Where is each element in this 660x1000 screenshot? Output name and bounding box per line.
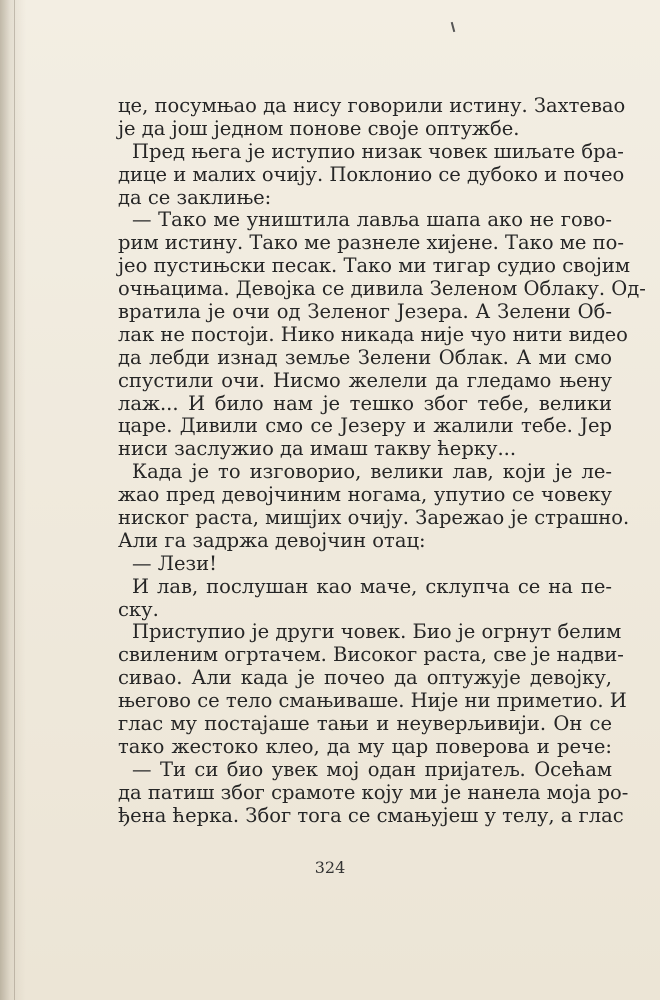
text-line: свиленим огртачем. Високог раста, све је надви- <box>118 643 624 667</box>
text-line: Пред њега је иступио низак човек шиљате бра- <box>132 139 624 163</box>
text-line: це, посумњао да нису говорили истину. Захтевао <box>118 94 626 117</box>
text-line: рим истину. Тако ме разнеле хијене. Тако ме по- <box>118 231 624 255</box>
text-line: ђена ћерка. Због тога се смањујеш у телу, а глас <box>118 803 624 827</box>
text-line: дице и малих очију. Поклонио се дубоко и почео <box>118 162 625 186</box>
text-line: царе. Дивили смо се Језеру и жалили тебе. Јер <box>118 414 612 438</box>
text-line: тако жестоко клео, да му цар поверова и рече: <box>118 734 612 758</box>
text-line: лак не постоји. Нико никада није чуо нити видео <box>118 322 628 346</box>
text-line: очњацима. Девојка се дивила Зеленом Облаку. Од- <box>118 277 646 301</box>
text-line: глас му постајаше тањи и неуверљивији. Он се <box>118 712 612 736</box>
text-line: да се заклиње: <box>118 185 272 209</box>
text-line: Приступио је други човек. Био је огрнут белим <box>132 620 622 644</box>
text-line: његово се тело смањиваше. Није ни приметио. И <box>118 689 627 713</box>
text-line: ску. <box>118 597 159 621</box>
text-line: вратила је очи од Зеленог Језера. А Зелени Об- <box>118 300 612 324</box>
ink-mark <box>451 22 456 32</box>
text-line: да патиш због срамоте коју ми је нанела моја ро- <box>118 780 629 804</box>
text-line: Али га задржа девојчин отац: <box>118 528 426 552</box>
text-line: — Ти си био увек мој одан пријатељ. Осећам <box>132 757 612 781</box>
text-line: да лебди изнад земље Зелени Облак. А ми смо <box>118 345 612 369</box>
text-line: — Тако ме уништила лавља шапа ако не гово- <box>132 208 612 232</box>
page-number: 324 <box>314 858 346 877</box>
page-gutter-shadow <box>14 0 15 1000</box>
text-line: И лав, послушан као маче, склупча се на пе- <box>132 574 612 598</box>
text-line: жао пред девојчиним ногама, упутио се човеку <box>118 483 612 507</box>
text-line: ниси заслужио да имаш такву ћерку... <box>118 437 517 461</box>
text-line: Када је то изговорио, велики лав, који је ле- <box>132 460 612 484</box>
text-line: лаж... И било нам је тешко због тебе, велики <box>118 391 612 415</box>
text-line: је да још једном понове своје оптужбе. <box>118 116 520 140</box>
text-line: ниског раста, мишјих очију. Зарежао је страшно. <box>118 506 630 530</box>
text-line: сивао. Али када је почео да оптужује девојку, <box>118 666 612 690</box>
body-text <box>118 94 646 828</box>
text-line: јео пустињски песак. Тако ми тигар судио својим <box>118 254 631 278</box>
text-line: спустили очи. Нисмо желели да гледамо њену <box>118 368 612 392</box>
text-line: — Лези! <box>132 551 217 575</box>
